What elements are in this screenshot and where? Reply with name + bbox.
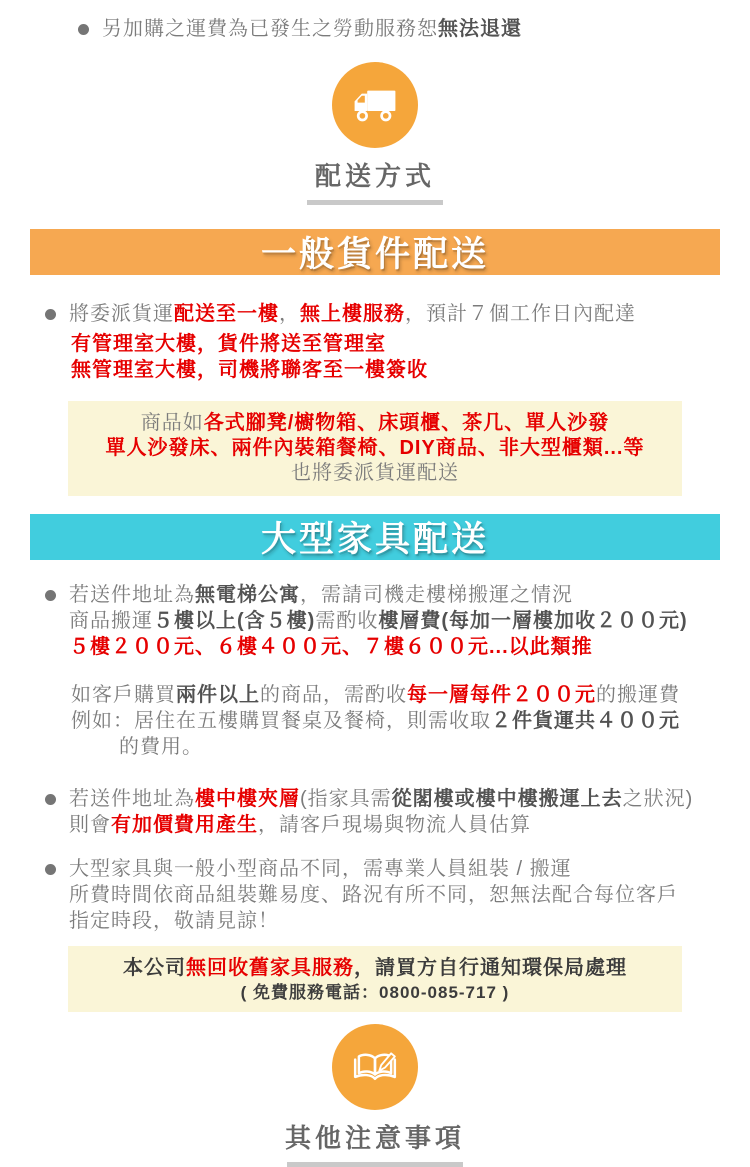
bullet-icon (45, 864, 56, 875)
management-room-note-2: 無管理室大樓，司機將聯客至一樓簽收 (71, 359, 428, 381)
seg: 商品搬運 (69, 610, 153, 632)
multi-item-line-1 (71, 682, 722, 708)
general-items-note-box (68, 401, 682, 496)
multi-item-line-3: 的費用。 (119, 736, 203, 758)
walkup-floor-fee-text (69, 582, 688, 660)
general-delivery-bullet (0, 301, 750, 327)
general-delivery-text (69, 301, 636, 327)
seg-bold: ５樓以上(含５樓) (153, 610, 316, 632)
bullet-icon (78, 24, 89, 35)
multi-item-line-2 (71, 708, 722, 734)
seg-red: 無上樓服務 (300, 303, 405, 325)
loft-surcharge-bullet (0, 786, 750, 838)
bullet-icon (45, 590, 56, 601)
seg-red: 有加價費用產生 (111, 814, 258, 836)
assembly-time-bullet (0, 856, 750, 934)
assembly-time-text (69, 856, 678, 934)
loft-surcharge-text (69, 786, 693, 838)
seg-dark: ，請買方自行通知環保局處理 (354, 957, 627, 979)
seg-red: 配送至一樓 (174, 303, 279, 325)
seg: 若送件地址為 (69, 584, 195, 606)
delivery-method-header (0, 62, 750, 205)
page-title-other-notes: 其他注意事項 (284, 1123, 465, 1153)
large-furniture-banner-label: 大型家具配送 (260, 520, 489, 559)
seg-bold: 從閣樓或樓中樓搬運上去 (391, 788, 623, 810)
seg-red: 無回收舊家具服務 (186, 957, 354, 979)
walkup-line-2 (69, 608, 688, 634)
seg: 之狀況) (622, 788, 694, 810)
loft-line-1 (69, 786, 693, 812)
seg: ，請客戶現場與物流人員估算 (258, 814, 531, 836)
note-text-bold: 無法退還 (438, 18, 522, 40)
seg-bold: 兩件以上 (176, 684, 260, 706)
note-text-plain: 另加購之運費為已發生之勞動服務恕 (102, 18, 438, 40)
management-room-note-1: 有管理室大樓，貨件將送至管理室 (71, 333, 386, 355)
seg-bold: 無電梯公寓 (195, 584, 300, 606)
seg: (指家具需 (300, 788, 392, 810)
seg: ，需請司機走樓梯搬運之情況 (300, 584, 573, 606)
walkup-floor-fee-bullet (0, 582, 750, 660)
bullet-icon (45, 309, 56, 320)
no-recycle-line-1 (74, 955, 676, 981)
truck-icon (332, 62, 418, 148)
loft-line-2 (69, 812, 693, 838)
seg: 例如：居住在五樓購買餐桌及餐椅，則需收取 (71, 710, 491, 732)
seg-red: 每一層每件２００元 (407, 684, 596, 706)
multi-item-fee-paragraph (0, 682, 750, 760)
general-freight-banner (30, 229, 720, 275)
seg: 將委派貨運 (69, 303, 174, 325)
seg-red: 樓中樓夾層 (195, 788, 300, 810)
seg: ， (279, 303, 300, 325)
page-title-delivery: 配送方式 (314, 161, 435, 191)
items-line-1 (74, 411, 676, 436)
refund-note-text (102, 16, 522, 42)
seg-bold: ２件貨運共４００元 (491, 710, 680, 732)
management-room-notes (0, 331, 750, 383)
assembly-line-3: 指定時段，敬請見諒！ (69, 910, 279, 932)
large-furniture-banner (30, 514, 720, 560)
walkup-line-1 (69, 582, 688, 608)
other-notes-header (0, 1024, 750, 1167)
seg: 若送件地址為 (69, 788, 195, 810)
seg: 如客戶購買 (71, 684, 176, 706)
seg-bold: 樓層費(每加一層樓加收２００元) (378, 610, 688, 632)
assembly-line-1: 大型家具與一般小型商品不同，需專業人員組裝 / 搬運 (69, 858, 572, 880)
seg: 需酌收 (315, 610, 379, 632)
seg: 則會 (69, 814, 111, 836)
walkup-line-3: ５樓２００元、６樓４００元、７樓６００元...以此類推 (69, 636, 593, 658)
items-line-3: 也將委派貨運配送 (291, 462, 459, 484)
seg-dark: 本公司 (123, 957, 186, 979)
open-book-pen-icon (332, 1024, 418, 1110)
refund-note (0, 0, 750, 42)
no-recycle-note-box (68, 946, 682, 1012)
bullet-icon (45, 794, 56, 805)
title-underline (307, 200, 443, 205)
service-phone-line: ( 免費服務電話：0800-085-717 ) (240, 983, 510, 1002)
seg: 的商品，需酌收 (260, 684, 407, 706)
general-freight-banner-label: 一般貨件配送 (260, 235, 489, 274)
title-underline (287, 1162, 463, 1167)
assembly-line-2: 所費時間依商品組裝難易度、路況有所不同，恕無法配合每位客戶 (69, 884, 678, 906)
seg: 商品如 (140, 412, 204, 434)
items-line-2: 單人沙發床、兩件內裝箱餐椅、DIY商品、非大型櫃類...等 (105, 437, 645, 459)
seg-red: 各式腳凳/櫥物箱、床頭櫃、茶几、單人沙發 (203, 412, 610, 434)
seg: ，預計７個工作日內配達 (405, 303, 636, 325)
seg: 的搬運費 (596, 684, 680, 706)
